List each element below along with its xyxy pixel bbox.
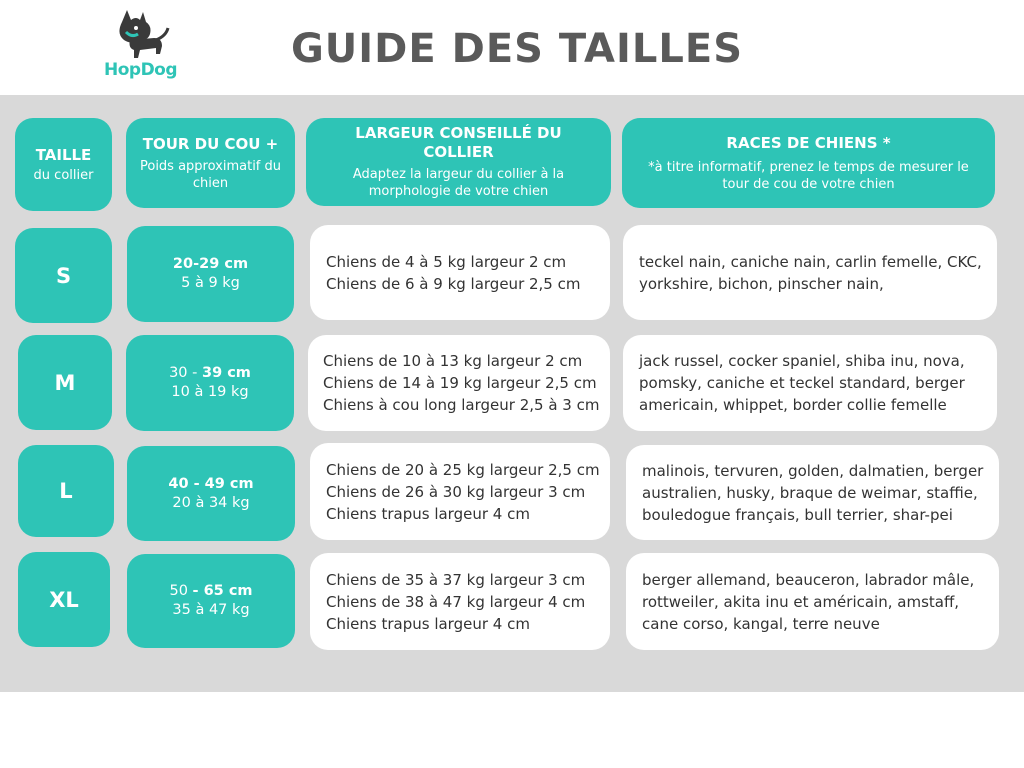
width-line: Chiens de 4 à 5 kg largeur 2 cm	[326, 252, 567, 271]
header-cou	[126, 118, 295, 208]
neck-range: 40 - 49 cm	[168, 475, 254, 492]
width-line: Chiens à cou long largeur 2,5 à 3 cm	[323, 396, 600, 414]
neck-cell-l	[127, 446, 295, 541]
breeds-text: berger allemand, beauceron, labrador mâle, rottweiler, akita inu et américain, amstaff, cane corso, kangal, terre neuve	[642, 570, 975, 633]
size-cell-xl	[18, 552, 110, 647]
header-races-sub: *à titre informatif, prenez le temps de mesurer le tour de cou de votre chien	[648, 159, 969, 192]
width-line: Chiens de 26 à 30 kg largeur 3 cm	[326, 482, 586, 501]
width-line: Chiens de 38 à 47 kg largeur 4 cm	[326, 592, 586, 611]
weight-range: 20 à 34 kg	[172, 494, 250, 511]
brand-name: HopDog	[104, 60, 178, 80]
breeds-text: malinois, tervuren, golden, dalmatien, berger australien, husky, braque de weimar, staffie, bouledogue français, bull terrier, shar-pei	[642, 461, 984, 524]
weight-range: 35 à 47 kg	[172, 602, 250, 618]
size-label: L	[59, 479, 73, 503]
width-line: Chiens de 14 à 19 kg largeur 2,5 cm	[323, 374, 597, 392]
size-cell-l	[18, 445, 114, 537]
weight-range: 10 à 19 kg	[171, 384, 249, 400]
width-line: Chiens de 6 à 9 kg largeur 2,5 cm	[326, 274, 581, 293]
width-line: Chiens de 10 à 13 kg largeur 2 cm	[323, 352, 583, 370]
header-largeur-title: LARGEUR CONSEILLÉ DU COLLIER	[355, 124, 562, 161]
width-line: Chiens trapus largeur 4 cm	[326, 504, 530, 523]
header	[0, 0, 1024, 95]
header-taille	[15, 118, 112, 211]
header-largeur	[306, 118, 611, 206]
breeds-cell-s	[623, 225, 997, 320]
neck-range: 20-29 cm	[172, 256, 249, 272]
page-title: GUIDE DES TAILLES	[290, 26, 744, 72]
neck-cell-s	[127, 226, 294, 322]
header-cou-title: TOUR DU COU +	[142, 134, 279, 153]
width-line: Chiens de 35 à 37 kg largeur 3 cm	[326, 570, 586, 589]
width-line: Chiens de 20 à 25 kg largeur 2,5 cm	[326, 460, 600, 479]
header-races	[622, 118, 995, 208]
size-label: M	[54, 370, 76, 395]
header-races-title: RACES DE CHIENS *	[726, 133, 891, 152]
breeds-cell-l	[626, 445, 999, 540]
neck-cell-m	[126, 335, 294, 431]
neck-range: 30 - 39 cm	[169, 365, 251, 381]
width-cell-l	[310, 443, 610, 540]
breeds-cell-xl	[626, 553, 999, 650]
size-label: S	[55, 263, 72, 288]
width-cell-xl	[310, 553, 610, 650]
neck-range: 50 - 65 cm	[169, 583, 253, 599]
header-taille-sub: du collier	[33, 167, 94, 183]
width-line: Chiens trapus largeur 4 cm	[326, 614, 530, 633]
size-cell-s	[15, 228, 112, 323]
breeds-text: jack russel, cocker spaniel, shiba inu, nova, pomsky, caniche et teckel standard, berger americain, whippet, border collie femelle	[639, 352, 965, 414]
size-label: XL	[49, 587, 79, 612]
breeds-text: teckel nain, caniche nain, carlin femelle, CKC, yorkshire, bichon, pinscher nain,	[639, 252, 982, 293]
breeds-cell-m	[623, 335, 997, 431]
width-cell-s	[310, 225, 610, 320]
neck-cell-xl	[127, 554, 295, 648]
weight-range: 5 à 9 kg	[181, 275, 240, 291]
header-cou-sub: Poids approximatif du chien	[139, 158, 282, 191]
header-largeur-sub: Adaptez la largeur du collier à la morphologie de votre chien	[352, 167, 565, 199]
header-taille-title: TAILLE	[35, 145, 92, 164]
size-cell-m	[18, 335, 112, 430]
width-cell-m	[308, 335, 610, 431]
